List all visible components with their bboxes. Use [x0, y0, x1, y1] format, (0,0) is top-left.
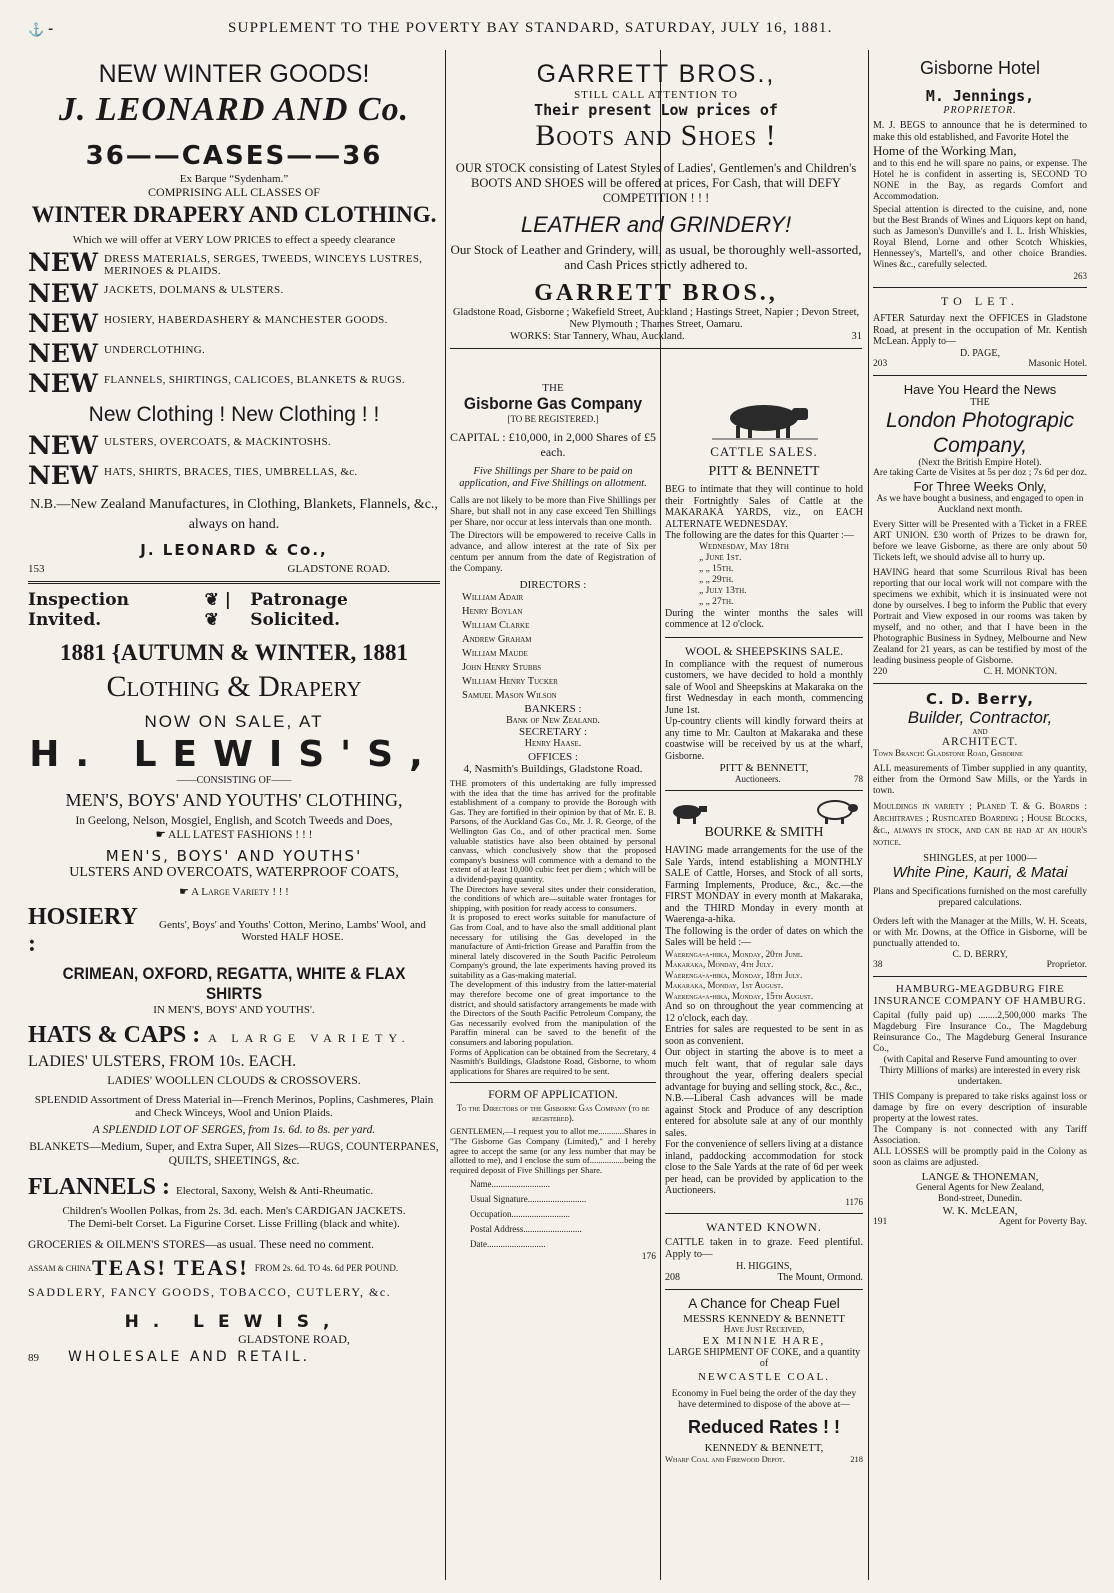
berry-signature: C. D. BERRY,: [952, 949, 1008, 960]
divider: [450, 1082, 656, 1083]
advert-number: 263: [1073, 271, 1087, 281]
blankets-note: BLANKETS—Medium, Super, and Extra Super, All Sizes—RUGS, COUNTERPANES, QUILTS, SHEETINGS, &c.: [29, 1141, 439, 1167]
leather-heading: LEATHER and GRINDERY!: [520, 212, 792, 237]
sale-date: „ „ 15th.: [699, 563, 734, 574]
shirts-sub: IN MEN'S, BOYS' AND YOUTHS'.: [153, 1004, 315, 1016]
new-label: NEW: [28, 431, 98, 460]
offices-address: 4, Nasmith's Buildings, Gladstone Road.: [463, 763, 643, 775]
fuel-heading: A Chance for Cheap Fuel: [688, 1295, 840, 1311]
column-4: [873, 54, 1087, 1228]
hotel-special: Special attention is directed to the cuisine, and, none but the Best Brands of Wines and Liquors kept on hand, such as Jameson's Dunville's and I. L. Irish Whiskies, Royal Blend, Lorne and other Scotch Whiskies, Hennessey's, Martell's, and other choice Brandies. Wines &c., carefully selected.: [873, 205, 1087, 270]
low-prices-note: Which we will offer at VERY LOW PRICES to effect a speedy clearance: [72, 234, 396, 246]
to-let-advert: [873, 294, 1087, 369]
new-label: NEW: [28, 309, 98, 338]
inspection-banner: [28, 590, 440, 630]
assam-label: ASSAM & CHINA: [28, 1263, 92, 1273]
architect-label: ARCHITECT.: [941, 735, 1019, 748]
directors-list: [450, 591, 656, 703]
inspection-invited: Inspection Invited.: [28, 590, 129, 630]
page-name: D. PAGE,: [960, 347, 1000, 359]
livestock-illustrations: [665, 797, 863, 825]
wanted-heading: WANTED KNOWN.: [706, 1219, 822, 1234]
new-label: NEW: [28, 279, 98, 308]
bourke-advert: [665, 797, 863, 1207]
garrett-advert: [450, 54, 862, 355]
bank-name: Bank of New Zealand.: [506, 715, 600, 726]
proprietor-label: PROPRIETOR.: [943, 105, 1017, 116]
masonic-hotel: Masonic Hotel.: [1028, 358, 1087, 369]
divider: [28, 581, 440, 584]
wholesale-retail: WHOLESALE AND RETAIL.: [68, 1349, 311, 1365]
cattle-icon: [665, 396, 863, 440]
berry-footer: [873, 960, 1087, 970]
sale-date: „ July 13th.: [699, 585, 747, 596]
paddocking-note: For the convenience of sellers living at a distance inland, paddocking accommodation for stock close to the Sale Yards at the rate of 6d per week per head, can be provided by application to the Auctioneers.: [665, 1139, 863, 1196]
clothing-drapery-heading: Clothing & Drapery: [106, 670, 362, 703]
works-paragraph: It is proposed to erect works suitable for manufacture of Gas from Coal, and to have also the small additional plant necessary for utilising the Gas developed in the manufacture of Anti-friction Grease and Paraffin from the mineral lately discovered in the South Pacific Petroleum Company's ground, the late experiments having proved its suitability as a Gas-making material.: [450, 912, 656, 980]
cow-icon: [665, 801, 713, 825]
dates-intro: The following are the dates for this Quarter :—: [665, 530, 854, 541]
bourke-dates-intro: The following is the order of dates on which the Sales will be held :—: [665, 925, 863, 948]
wanted-footer: [665, 1272, 863, 1283]
mclean-name: W. K. McLEAN,: [942, 1204, 1018, 1217]
gas-capital: CAPITAL : £10,000, in 2,000 Shares of £5 each.: [450, 430, 656, 459]
forms-paragraph: Forms of Application can be obtained from the Secretary, 4 Nasmith's Buildings, Gladstone Road, Gisborne, to whom applications for Shares are required to be sent.: [450, 1046, 656, 1076]
winter-drapery-heading: WINTER DRAPERY AND CLOTHING.: [31, 202, 437, 227]
gas-title: Gisborne Gas Company: [463, 394, 643, 413]
mby-heading: MEN'S, BOYS' AND YOUTHS': [105, 847, 363, 865]
higgins-address: The Mount, Ormond.: [777, 1271, 863, 1283]
hats-heading: HATS & CAPS :: [28, 1022, 201, 1048]
large-variety-note: ☛ A Large Variety ! ! !: [179, 886, 289, 898]
advances-note: N.B.—Liberal Cash advances will be made against Stock and Produce of any description entered for absolute sale at any of our monthly sales.: [665, 1093, 863, 1139]
wanted-advert: [665, 1220, 863, 1283]
bought-note: As we have bought a business, and engaged to open in Auckland next month.: [876, 493, 1084, 515]
leonard-address: GLADSTONE ROAD.: [287, 563, 390, 575]
berry-advert: [873, 690, 1087, 970]
mens-clothing: MEN'S, BOYS' AND YOUTHS' CLOTHING,: [65, 790, 403, 810]
hotel-text: and to this end he will spare no pains, or expense. The Hotel he is confident in asserting is, SECOND TO NONE in the Bay, as regards Comfort and Accommodation.: [873, 159, 1087, 202]
fuel-footer: [665, 1454, 863, 1464]
teas-row: [28, 1255, 440, 1281]
pitt-bennett-heading: PITT & BENNETT: [708, 464, 820, 479]
woollen-clouds: LADIES' WOOLLEN CLOUDS & CROSSOVERS.: [107, 1073, 361, 1087]
sale-date: „ „ 27th.: [699, 596, 734, 607]
leonard-firm-name: J. LEONARD AND Co.: [58, 91, 410, 128]
sale-date: Makaraka, Monday, 1st August.: [665, 980, 784, 990]
ornament-icon: ❦ | ❦: [204, 590, 231, 630]
cattle-footer: [665, 774, 863, 784]
still-call: STILL CALL ATTENTION TO: [574, 89, 738, 101]
next-hotel: (Next the British Empire Hotel).: [918, 457, 1042, 468]
groceries-note: GROCERIES & OILMEN'S STORES—as usual. These need no comment.: [28, 1239, 374, 1251]
patronage-solicited: Patronage Solicited.: [250, 590, 348, 630]
fuel-advert: [665, 1296, 863, 1464]
reduced-rates: Reduced Rates ! !: [687, 1416, 841, 1437]
depot-label: Wharf Coal and Firewood Depot.: [665, 1453, 785, 1464]
lewis-signature: H. LEWIS,: [124, 1312, 344, 1332]
fire-insurance-advert: [873, 983, 1087, 1228]
bourke-dates: [665, 949, 863, 1002]
gas-registered: [TO BE REGISTERED.]: [507, 414, 599, 424]
divider: [665, 637, 863, 638]
gas-the: THE: [542, 382, 564, 394]
wool-heading: WOOL & SHEEPSKINS SALE.: [684, 643, 844, 658]
boots-shoes-heading: Boots and Shoes !: [535, 119, 777, 152]
bond-street: Bond-street, Dunedin.: [937, 1193, 1023, 1204]
flannels-row: [28, 1174, 440, 1201]
list-item-text: UNDERCLOTHING.: [103, 344, 206, 356]
wanted-text: CATTLE taken in to graze. Feed plentiful. Apply to—: [665, 1236, 863, 1260]
lange-signature: LANGE & THONEMAN,: [921, 1170, 1039, 1183]
leonard-advert: [28, 60, 440, 575]
flannels-heading: FLANNELS :: [28, 1174, 171, 1200]
risks-note: THIS Company is prepared to take risks against loss or damage by fire on every description of insurable property at the lowest rates.: [873, 1091, 1087, 1124]
timber-types: White Pine, Kauri, & Matai: [892, 863, 1068, 881]
to-let-heading: TO LET.: [941, 294, 1019, 308]
berry-name: C. D. Berry,: [925, 689, 1034, 708]
sale-date: Waerenga-a-hika, Monday, 15th August.: [665, 990, 814, 1001]
secretary-name: Henry Haase.: [524, 738, 582, 749]
list-item-text: FLANNELS, SHIRTINGS, CALICOES, BLANKETS & RUGS.: [103, 374, 405, 386]
three-weeks: For Three Weeks Only,: [913, 478, 1047, 494]
teas-price: FROM 2s. 6d. TO 4s. 6d PER POUND.: [254, 1263, 399, 1273]
form-fields: [450, 1177, 656, 1252]
cattle-dates: [665, 542, 863, 608]
ex-minnie-hare: EX MINNIE HARE,: [702, 1334, 826, 1347]
tariff-note: The Company is not connected with any Tariff Association.: [873, 1124, 1087, 1146]
sheep-icon: [811, 797, 863, 825]
cattle-sales-advert: [665, 392, 863, 1464]
hotel-intro: M. J. BEGS to announce that he is determined to make this old established, and Favorite Hotel the: [873, 120, 1087, 143]
entries-note: Entries for sales are requested to be sent in as soon as convenient.: [665, 1024, 863, 1047]
form-heading: FORM OF APPLICATION.: [488, 1089, 618, 1102]
director-item: Samuel Mason Wilson: [462, 690, 557, 701]
agent-role: Agent for Poverty Bay.: [998, 1216, 1087, 1227]
stock-note: OUR STOCK consisting of Latest Styles of Ladies', Gentlemen's and Children's BOOTS AND SHOES will be offered at prices, For Cash, that will DEFY COMPETITION ! ! !: [455, 161, 857, 205]
five-shillings-note: Five Shillings per Share to be paid on application, and Five Shillings on allotment.: [459, 466, 647, 489]
new-label: NEW: [28, 339, 98, 368]
cases-heading: 36——CASES——36: [85, 141, 383, 171]
upcountry-note: Up-country clients will kindly forward theirs at any time to Mr. Caulton at Makaraka and these coastwise will be received by us at the wharf, Gisborne.: [665, 716, 863, 762]
hats-row: [28, 1022, 440, 1049]
now-on-sale: NOW ON SALE, AT: [144, 712, 324, 731]
economy-note: Economy in Fuel being the order of the day they have determined to dispose of the above at—: [671, 1388, 857, 1410]
garrett-footer: [450, 331, 862, 342]
general-agents: General Agents for New Zealand,: [916, 1182, 1044, 1193]
leonard-footer: [28, 563, 440, 575]
working-man-heading: Home of the Working Man,: [873, 143, 1017, 158]
lewis-name: H. LEWIS'S,: [29, 734, 439, 775]
director-item: William Henry Tucker: [462, 676, 558, 687]
hosiery-heading: HOSIERY :: [28, 904, 137, 957]
director-item: William Maude: [462, 648, 528, 659]
form-text: GENTLEMEN,—I request you to allot me............Shares in "The Gisborne Gas Company (Limited)," and I hereby agree to accept the same (or any less number that may be allotted to me), and I enclose the sum of................being the required deposit of Five Shillings per Share.: [450, 1126, 656, 1175]
hosiery-text: Gents', Boys' and Youths' Cotton, Merino, Lambs' Wool, and Worsted HALF HOSE.: [159, 919, 426, 943]
hotel-advert: [873, 58, 1087, 281]
childrens-note: Children's Woollen Polkas, from 2s. 3d. each. Men's CARDIGAN JACKETS. The Demi-belt Corset. La Figurine Corset. Lisse Frilling (black and white).: [62, 1205, 406, 1230]
cattle-title: CATTLE SALES.: [710, 444, 818, 459]
new-winter-goods-heading: NEW WINTER GOODS!: [98, 60, 370, 88]
director-item: Henry Boylan: [462, 606, 523, 617]
advert-number: 78: [854, 774, 863, 784]
new-label: NEW: [28, 369, 98, 398]
form-field: Postal Address..........................: [470, 1224, 582, 1235]
fire-title: HAMBURG-MEAGDBURG FIRE INSURANCE COMPANY OF HAMBURG.: [873, 982, 1087, 1007]
shingles-note: SHINGLES, at per 1000—: [923, 852, 1037, 864]
to-let-text: AFTER Saturday next the OFFICES in Gladstone Road, at present in the occupation of Mr. Kentish McLean. Apply to—: [873, 313, 1087, 347]
consisting-of: ——CONSISTING OF——: [176, 775, 292, 786]
winter-note: During the winter months the sales will commence at 12 o'clock.: [665, 607, 863, 630]
form-field: Usual Signature..........................: [470, 1194, 587, 1205]
list-item: [28, 341, 440, 367]
hosiery-row: [28, 904, 440, 958]
sites-paragraph: The Directors have several sites under their consideration, the conditions of which are—suitable water frontages for shipping, with position for ready access to consumers.: [450, 883, 656, 913]
comprising-note: COMPRISING ALL CLASSES OF: [148, 185, 320, 199]
leonard-signature: J. LEONARD & Co.,: [140, 541, 328, 559]
new-label: NEW: [28, 248, 98, 277]
form-field: Name..........................: [470, 1179, 550, 1190]
cattle-intro: BEG to intimate that they will continue to hold their Fortnightly Sales of Cattle at the MAKARAKA YARDS, viz., on EACH ALTERNATE WEDNESDAY.: [665, 484, 863, 530]
sale-date: Wednesday, May 18th: [699, 541, 789, 552]
list-item: [28, 250, 440, 277]
advert-number: 191: [873, 1216, 888, 1227]
hats-text: A LARGE VARIETY.: [208, 1031, 411, 1045]
divider: [665, 1289, 863, 1290]
divider: [873, 683, 1087, 684]
advert-number: 89: [28, 1352, 39, 1364]
teas-heading: TEAS! TEAS!: [92, 1255, 249, 1280]
supplement-title: SUPPLEMENT TO THE POVERTY BAY STANDARD, SATURDAY, JULY 16, 1881.: [228, 20, 833, 36]
pitt-signature: PITT & BENNETT,: [719, 762, 809, 774]
bourke-intro: HAVING made arrangements for the use of the Sale Yards, intend establishing a MONTHLY SALE of Cattle, Horses, and Stock of all sorts, Farming Implements, Produce, &c., &c.—the FIRST MONDAY in every month at Makaraka, and the THIRD Monday in every month at Waerenga-a-hika.: [665, 845, 863, 925]
kennedy-heading: MESSRS KENNEDY & BENNETT: [683, 1312, 845, 1325]
sale-date: Waerenga-a-hika, Monday, 20th June.: [665, 948, 803, 959]
garrett-signature: GARRETT BROS.,: [534, 280, 778, 306]
art-union-note: Every Sitter will be Presented with a Ticket in a FREE ART UNION. £30 worth of Prizes to be drawn for, before we leave Gisborne, as there are only about 50 Tickets left, we should advise all to hurry up.: [873, 519, 1087, 563]
jennings-name: M. Jennings,: [925, 87, 1035, 105]
proprietor-role: Proprietor.: [1046, 959, 1087, 970]
higgins-name: H. HIGGINS,: [736, 1260, 792, 1272]
capital-note: Capital (fully paid up) ........2,500,000 marks The Magdeburg Fire Insurance Co., The Magdeburg Reinsurance Co., The Magdeburg General Insurance Co.,: [873, 1010, 1087, 1054]
leather-note: Our Stock of Leather and Grindery, will, as usual, be thoroughly well-assorted, and Cash Prices strictly adhered to.: [450, 242, 862, 272]
new-label: NEW: [28, 461, 98, 490]
nz-manufactures-note: N.B.—New Zealand Manufactures, in Clothing, Blankets, Flannels, &c., always on hand.: [30, 497, 438, 532]
carte-prices: Are taking Carte de Visites at 5s per doz ; 7s 6d per doz.: [873, 467, 1087, 478]
development-paragraph: The development of this industry from the latter-material may therefore become one of great importance to the district, and should satisfactory arrangements be made with the Directors of the South Pacific Petroleum Company, the Gas necessarily evolved from the manipulation of the Paraffin mineral can be saved to the benefit of the consumers and laboring population.: [450, 979, 656, 1048]
divider: [873, 287, 1087, 288]
auctioneers-label: Auctioneers.: [735, 774, 781, 784]
scurrilous-note: HAVING heard that some Scurrilous Rival has been reporting that our local work will not compare with the specimens we exhibit, which it is insinuated were not done by ourselves. I beg to inform the Public that every Portrait and View exposed in our rooms was taken by myself, and no other, and that I have been in the Photographic Business in Sydney, Melbourne and New Zealand for 21 years, as can be testified by most of the leading business people of Gisborne.: [873, 567, 1087, 666]
advert-number: 203: [873, 358, 888, 369]
monkton-signature: C. H. MONKTON.: [983, 666, 1057, 677]
kennedy-signature: KENNEDY & BENNETT,: [704, 1441, 824, 1454]
list-item: [28, 281, 440, 307]
mouldings-note: Mouldings in variety ; Planed T. & G. Boards : Architraves ; Rusticated Boarding ; House Blocks, &c., always in stock, and can be had at an hour's notice.: [873, 801, 1087, 848]
directors-heading: DIRECTORS :: [519, 579, 587, 591]
form-field: Date..........................: [470, 1239, 546, 1250]
director-item: John Henry Stubbs: [462, 662, 542, 673]
list-item-text: HATS, SHIRTS, BRACES, TIES, UMBRELLAS, &c.: [103, 466, 358, 478]
bankers-heading: BANKERS :: [524, 703, 582, 715]
saddlery-note: SADDLERY, FANCY GOODS, TOBACCO, CUTLERY, &c.: [28, 1285, 392, 1299]
ulsters-heading: ULSTERS AND OVERCOATS, WATERPROOF COATS,: [69, 865, 399, 880]
advert-number: 218: [850, 1453, 863, 1464]
so-on-note: And so on throughout the year commencing at 12 o'clock, each day.: [665, 1001, 863, 1024]
garrett-addresses: Gladstone Road, Gisborne ; Wakefield Street, Auckland ; Hastings Street, Napier ; Devon Street, New Plymouth ; Thames Street, Oamaru.: [452, 307, 860, 330]
corner-mark: ⚓ ⁃: [28, 22, 54, 37]
season-heading: 1881 {AUTUMN & WINTER, 1881: [60, 640, 408, 665]
fire-footer: [873, 1217, 1087, 1228]
flannels-text: Electoral, Saxony, Welsh & Anti-Rheumatic.: [176, 1185, 374, 1197]
barque-note: Ex Barque “Sydenham.”: [179, 173, 289, 185]
list-item: [28, 463, 440, 489]
fashions-note: ☛ ALL LATEST FASHIONS ! ! !: [155, 829, 313, 841]
calls-note: Calls are not likely to be more than Five Shillings per Share, but shall not in any case exceed Ten Shillings per Share, nor occur at less intervals than one month.: [450, 496, 656, 528]
page-header: [0, 0, 1114, 44]
divider: [450, 348, 862, 349]
form-to: To the Directors of the Gisborne Gas Company (to be registered).: [456, 1103, 650, 1124]
wool-note: In compliance with the request of numerous customers, we have decided to hold a monthly sale of Wool and Sheepskins at Makaraka on the first Wednesday in each month, commencing June 1st.: [665, 658, 863, 716]
divider: [873, 976, 1087, 977]
divider: [665, 1213, 863, 1214]
advert-number: 1176: [845, 1196, 863, 1207]
town-branch: Town Branch: Gladstone Road, Gisborne: [873, 747, 1023, 758]
works-note: WORKS: Star Tannery, Whau, Auckland.: [510, 331, 685, 342]
and-label: AND: [972, 727, 988, 736]
coke-shipment: LARGE SHIPMENT OF COKE, and a quantity of: [667, 1346, 861, 1369]
timber-note: ALL measurements of Timber supplied in any quantity, either from the Ormond Saw Mills, or the Yards in town.: [873, 763, 1087, 796]
hotel-title: Gisborne Hotel: [919, 58, 1041, 78]
column-rule: [445, 50, 446, 1580]
photo-the: THE: [970, 396, 990, 408]
divider: [665, 790, 863, 791]
advert-number: 31: [851, 331, 862, 342]
dress-material-note: SPLENDID Assortment of Dress Material in—French Merinos, Poplins, Cashmeres, Plain and Check Winceys, Wool and Union Plaids.: [34, 1094, 434, 1119]
list-item: [28, 433, 440, 459]
advert-number: 220: [873, 666, 888, 677]
sale-date: Waerenga-a-hika, Monday, 18th July.: [665, 969, 803, 980]
director-item: William Adair: [462, 592, 524, 603]
ladies-ulsters: LADIES' ULSTERS, FROM 10s. EACH.: [28, 1053, 297, 1070]
heard-news: Have You Heard the News: [903, 381, 1057, 397]
plans-note: Plans and Specifications furnished on the most carefully prepared calculations.: [873, 886, 1087, 908]
object-note: Our object in starting the above is to meet a much felt want, that of regular sale days throughout the year, offering dealers special advantage for buying and selling stock, &c., &c.,: [665, 1047, 863, 1093]
lewis-advert: [28, 590, 440, 1365]
advert-number: 153: [28, 563, 45, 575]
lewis-road: GLADSTONE ROAD,: [238, 1332, 350, 1346]
sale-date: Makaraka, Monday, 4th July.: [665, 959, 774, 969]
garrett-title: GARRETT BROS.,: [536, 60, 776, 88]
reserve-note: (with Capital and Reserve Fund amounting to over Thirty Millions of marks) are interested in every risk undertaken.: [879, 1054, 1081, 1087]
photo-company-name: London Photograpic Company,: [886, 408, 1074, 457]
losses-note: ALL LOSSES will be promptly paid in the Colony as soon as claims are adjusted.: [873, 1146, 1087, 1168]
lewis-footer: [28, 1349, 440, 1365]
tweeds-note: In Geelong, Nelson, Mosgiel, English, and Scotch Tweeds and Does,: [75, 815, 393, 827]
bourke-smith-heading: BOURKE & SMITH: [704, 825, 824, 840]
advert-number: 38: [873, 959, 883, 970]
form-field: Occupation..........................: [470, 1209, 570, 1220]
offices-heading: OFFICES :: [528, 751, 578, 763]
promoters-paragraph: THE promoters of this undertaking are fully impressed with the idea that the time has arrived for the profitable establishment of a company to provide the Borough with Gas. They are fortified in their opinion by that of Mr. E. B. Parsons, of the Auckland Gas Co., Mr. J. R. George, of the Wellington Gas Co., and of other practical men. Some valuable statistics have also been obtained by personal canvass, which conclusively show that the proposed company's business will commence with a demand to the extent of at least 10,000 cubic feet per diem ; which will be a dividend-paying quantity.: [450, 778, 656, 884]
gas-company-advert: [450, 382, 656, 1262]
shirts-heading: CRIMEAN, OXFORD, REGATTA, WHITE & FLAX SHIRTS: [62, 964, 406, 1003]
list-item-text: DRESS MATERIALS, SERGES, TWEEDS, WINCEYS LUSTRES, MERINOES & PLAIDS.: [103, 253, 423, 277]
director-item: William Clarke: [462, 620, 530, 631]
advert-number: 176: [641, 1252, 656, 1263]
sale-date: „ „ 29th.: [699, 574, 734, 585]
photo-advert: [873, 382, 1087, 677]
divider: [873, 375, 1087, 376]
column-1: [28, 54, 440, 1365]
list-item-text: HOSIERY, HABERDASHERY & MANCHESTER GOODS.: [103, 314, 388, 326]
new-clothing-heading: New Clothing ! New Clothing ! !: [88, 403, 380, 426]
photo-footer: [873, 667, 1087, 677]
builder-contractor: Builder, Contractor,: [907, 707, 1053, 727]
to-let-footer: [873, 359, 1087, 369]
list-item: [28, 371, 440, 397]
newcastle-coal: NEWCASTLE COAL.: [697, 1370, 831, 1383]
list-item: [28, 311, 440, 337]
sale-date: „ June 1st.: [699, 552, 742, 563]
advert-number: 208: [665, 1271, 680, 1283]
serges-note: A SPLENDID LOT OF SERGES, from 1s. 6d. to 8s. per yard.: [92, 1124, 376, 1136]
column-rule: [868, 50, 869, 1580]
list-item-text: ULSTERS, OVERCOATS, & MACKINTOSHS.: [103, 436, 331, 448]
orders-note: Orders left with the Manager at the Mills, W. H. Sceats, or with Mr. Downs, at the Office in Gisborne, will be punctually attended to.: [873, 916, 1087, 949]
list-item-text: JACKETS, DOLMANS & ULSTERS.: [103, 284, 284, 296]
directors-power-note: The Directors will be empowered to receive Calls in advance, and allow interest at the rate of Six per centum per annum from the date of Registration of the Company.: [450, 531, 656, 574]
have-received: Have Just Received,: [723, 1324, 805, 1335]
secretary-heading: SECRETARY :: [518, 726, 588, 738]
low-prices-heading: Their present Low prices of: [534, 101, 778, 119]
director-item: Andrew Graham: [462, 634, 532, 645]
